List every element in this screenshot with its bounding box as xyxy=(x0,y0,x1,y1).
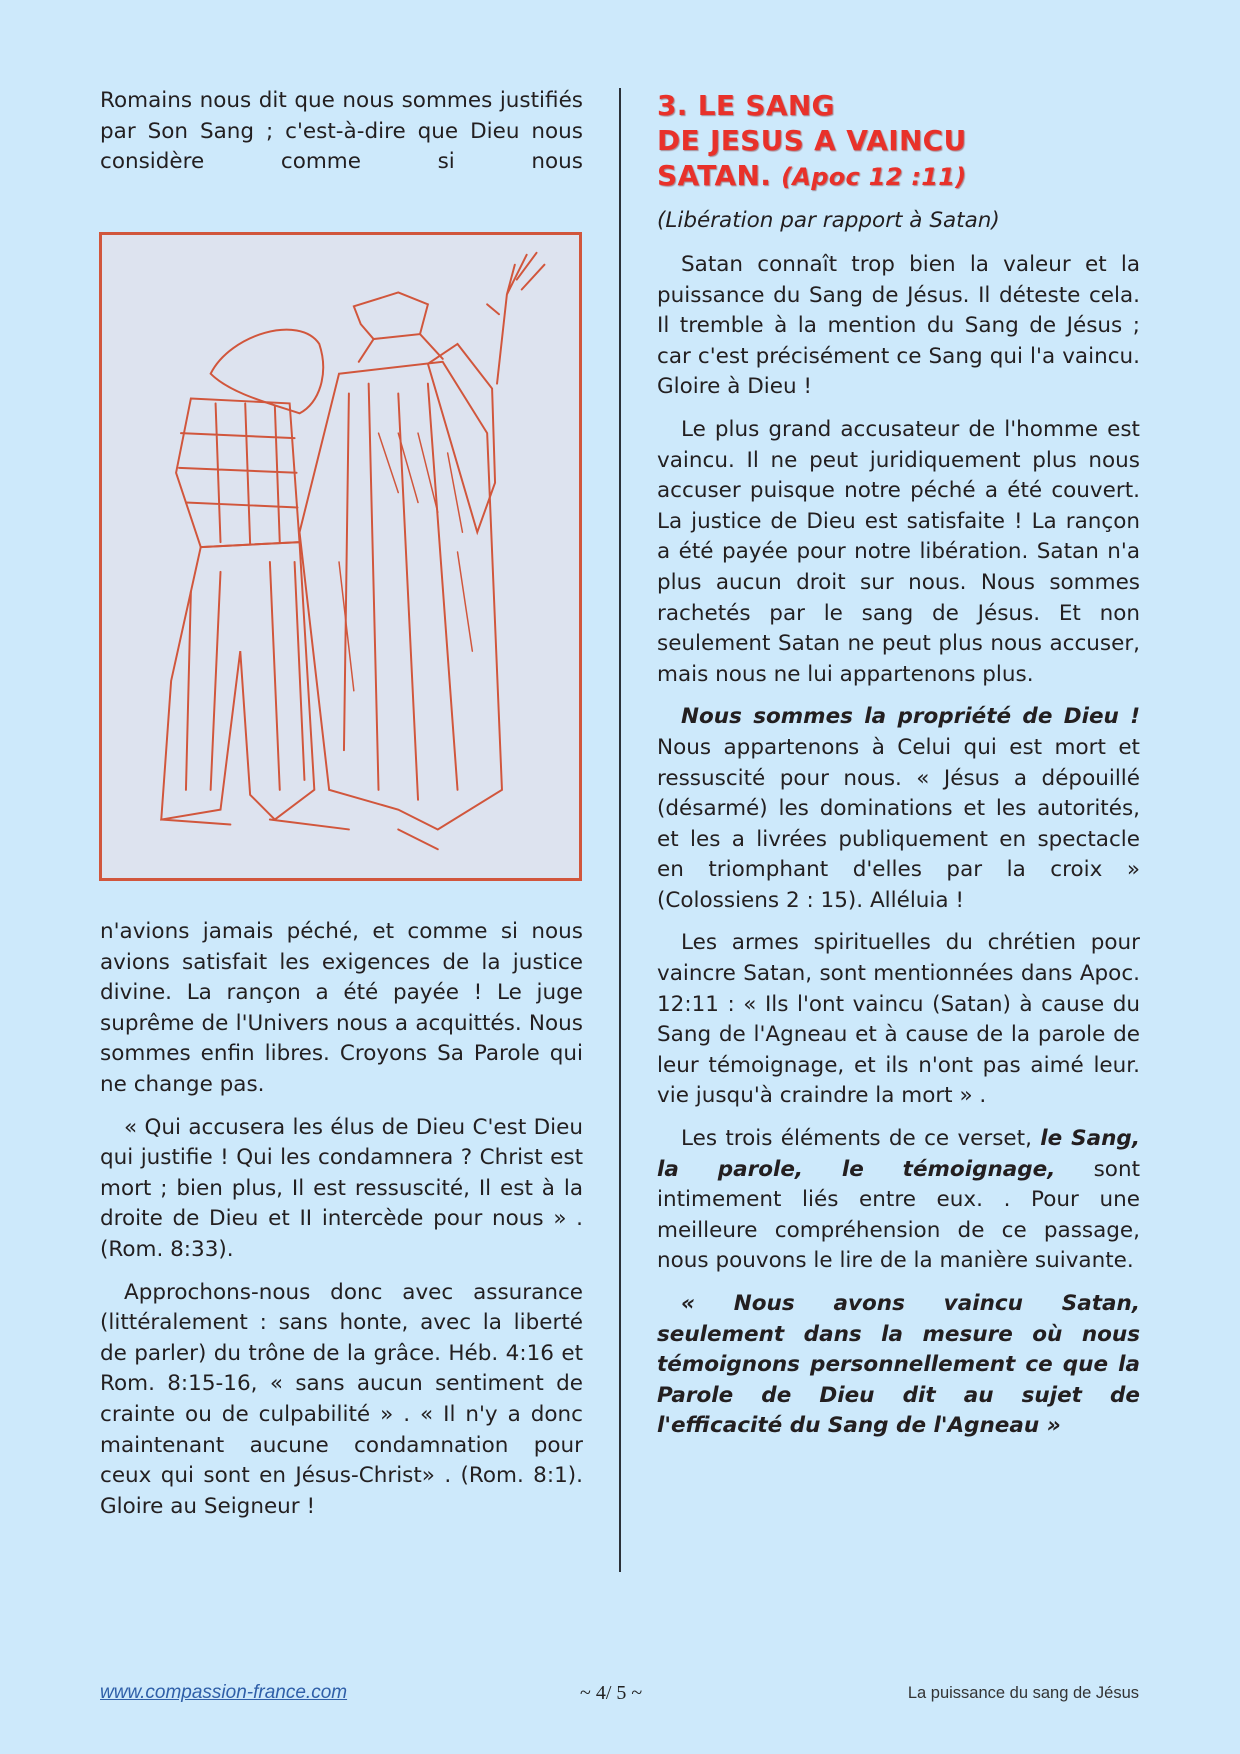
paragraph-justified: n'avions jamais péché, et comme si nous avions satisfait les exigences de la justice divine. La rançon a été payée ! Le juge suprême de l'Univers nous a acquittés. Nous sommes enfin libres. Croyons Sa Parole qui ne change pas. xyxy=(100,919,583,1097)
section-heading xyxy=(657,88,1140,195)
left-column-bottom xyxy=(100,917,583,1522)
paragraph-accuser: Le plus grand accusateur de l'homme est vaincu. Il ne peut juridiquement plus nous accuser puisque notre péché a été couvert. La justice de Dieu est satisfaite ! La rançon a été payée pour notre libération. Satan n'a plus aucun droit sur nous. Nous sommes rachetés par le sang de Jésus. Et non seulement Satan ne peut plus nous accuser, mais nous ne lui appartenons plus. xyxy=(657,416,1140,687)
heading-line-3 xyxy=(657,158,1140,195)
paragraph-weapons: Les armes spirituelles du chrétien pour vaincre Satan, sont mentionnées dans Apoc. 12:11 : « Ils l'ont vaincu (Satan) à cause du Sang de l'Agneau et à cause de la parole de leur témoignage, et ils n'ont pas aimé leur. vie jusqu'à craindre la mort » . xyxy=(657,930,1140,1109)
right-column-body xyxy=(657,250,1140,1442)
illustration-drawing xyxy=(102,235,579,878)
paragraph-romans-quote: « Qui accusera les élus de Dieu C'est Dieu qui justifie ! Qui les condamnera ? Christ est mort ; bien plus, Il est ressuscité, Il est à la droite de Dieu et II intercède pour nous » . (Rom. 8:33). xyxy=(100,1114,583,1262)
page-number: ~ 4/ 5 ~ xyxy=(580,1682,643,1704)
raised-sleeve xyxy=(428,344,495,532)
heading-line-1: 3. LE SANG xyxy=(657,89,835,122)
left-column-top xyxy=(100,86,583,178)
paragraph-three-elements xyxy=(657,1124,1140,1277)
column-divider xyxy=(619,88,621,1572)
property-text: Nous appartenons à Celui qui est mort et ressuscité pour nous. « Jésus a dépouillé (désarmé) les dominations et les autorités, et les a livrées publiquement en spectacle en triomphant d'elles par la croix » (Colossiens 2 : 15). Alléluia ! xyxy=(657,734,1140,913)
heading-line-3-text: SATAN. xyxy=(657,159,772,192)
raised-hand xyxy=(487,253,544,384)
hat xyxy=(354,292,428,339)
page-footer xyxy=(0,1682,1240,1712)
three-elements-rest: sont intimement liés entre eux. . Pour une meilleure compréhension de ce passage, nous pouvons le lire de la manière suivante. xyxy=(657,1156,1140,1274)
paragraph-romans-intro: Romains nous dit que nous sommes justifiés par Son Sang ; c'est-à-dire que Dieu nous considère comme si nous xyxy=(100,88,583,175)
emphasis-elements: le Sang, la parole, le témoignage, xyxy=(657,1126,1140,1182)
three-elements-start: Les trois éléments de ce verset, xyxy=(681,1126,1041,1152)
illustration-figures xyxy=(99,232,582,881)
paragraph-satan-knows: Satan connaît trop bien la valeur et la puissance du Sang de Jésus. Il déteste cela. Il tremble à la mention du Sang de Jésus ; car c'est précisément ce Sang qui l'a vaincu. Gloire à Dieu ! xyxy=(657,252,1140,400)
section-subtitle: (Libération par rapport à Satan) xyxy=(657,208,1000,233)
document-title: La puissance du sang de Jésus xyxy=(907,1684,1139,1702)
trousers xyxy=(161,542,314,819)
heading-reference: (Apoc 12 :11) xyxy=(781,163,967,191)
emphasis-property: Nous sommes la propriété de Dieu ! xyxy=(681,704,1140,730)
paragraph-final-quote: « Nous avons vaincu Satan, seulement dans la mesure où nous témoignons personnellement ce que la Parole de Dieu dit au sujet de l'efficacité du Sang de l'Agneau » xyxy=(657,1291,1140,1439)
paragraph-property xyxy=(657,702,1140,916)
paragraph-approach: Approchons-nous donc avec assurance (littéralement : sans honte, avec la liberté de parler) du trône de la grâce. Héb. 4:16 et Rom. 8:15-16, « sans aucun sentiment de crainte ou de culpabilité » . « Il n'y a donc maintenant aucune condamnation pour ceux qui sont en Jésus-Christ» . (Rom. 8:1). Gloire au Seigneur ! xyxy=(100,1279,583,1519)
website-link[interactable]: www.compassion-france.com xyxy=(100,1682,348,1703)
heading-line-2: DE JESUS A VAINCU xyxy=(657,124,967,157)
